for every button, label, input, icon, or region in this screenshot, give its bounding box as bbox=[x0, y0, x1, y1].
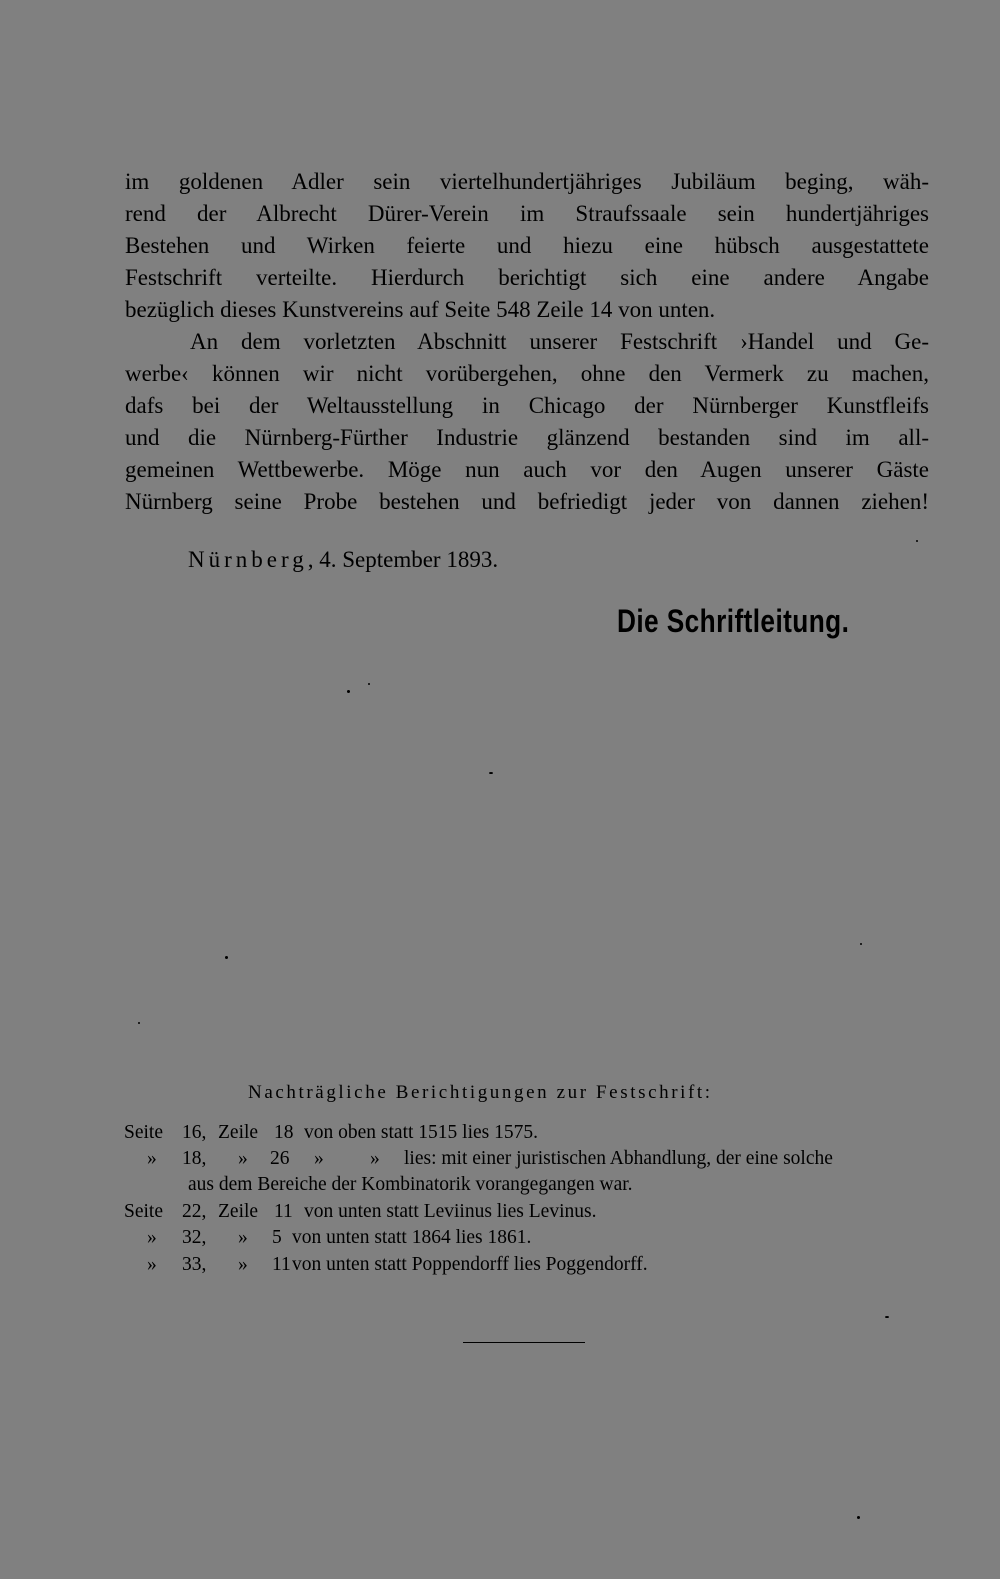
correction-page: 32, bbox=[182, 1227, 207, 1248]
correction-ditto: » bbox=[147, 1227, 157, 1248]
signoff-date: , 4. September 1893. bbox=[307, 547, 499, 572]
correction-line-label: Zeile bbox=[218, 1201, 259, 1222]
correction-ditto: » bbox=[147, 1148, 157, 1169]
body-line-7: werbe‹ können wir nicht vorübergehen, ohne den Vermerk zu machen, bbox=[125, 361, 929, 386]
correction-ditto: » bbox=[370, 1148, 380, 1169]
scan-speck bbox=[347, 690, 350, 693]
scan-speck bbox=[860, 943, 862, 945]
body-line-10: gemeinen Wettbewerbe. Möge nun auch vor den Augen unserer Gäste bbox=[125, 457, 929, 482]
body-line-2: rend der Albrecht Dürer-Verein im Straufssaale sein hundertjähriges bbox=[125, 201, 929, 226]
correction-line: 5 bbox=[272, 1227, 282, 1248]
correction-page: 18, bbox=[182, 1148, 207, 1169]
scan-speck bbox=[368, 683, 370, 685]
correction-row-5 bbox=[0, 1252, 1000, 1278]
correction-ditto: » bbox=[238, 1148, 248, 1169]
correction-ditto: » bbox=[314, 1148, 324, 1169]
signoff-place-date bbox=[188, 544, 498, 576]
correction-line: 11 bbox=[272, 1254, 291, 1275]
correction-line: 18 bbox=[274, 1122, 294, 1143]
body-line-6: An dem vorletzten Abschnitt unserer Festschrift ›Handel und Ge- bbox=[190, 329, 929, 354]
correction-page: 33, bbox=[182, 1254, 207, 1275]
correction-label: Seite bbox=[124, 1122, 163, 1143]
scan-speck bbox=[138, 1022, 140, 1024]
correction-row-4 bbox=[0, 1225, 1000, 1251]
scan-speck bbox=[885, 1316, 889, 1318]
correction-label: Seite bbox=[124, 1201, 163, 1222]
correction-line-label: Zeile bbox=[218, 1122, 259, 1143]
correction-text: von unten statt Poppendorff lies Poggendorff. bbox=[292, 1254, 648, 1275]
correction-row-1 bbox=[0, 1120, 1000, 1146]
body-line-1: im goldenen Adler sein viertelhundertjähriges Jubiläum beging, wäh- bbox=[125, 169, 929, 194]
correction-line: 11 bbox=[274, 1201, 293, 1222]
scan-speck bbox=[489, 772, 493, 774]
correction-text: von unten statt Leviinus lies Levinus. bbox=[304, 1201, 597, 1222]
correction-ditto: » bbox=[147, 1254, 157, 1275]
correction-text: lies: mit einer juristischen Abhandlung, der eine solche bbox=[404, 1148, 833, 1169]
correction-text: von unten statt 1864 lies 1861. bbox=[292, 1227, 532, 1248]
body-line-11: Nürnberg seine Probe bestehen und befriedigt jeder von dannen ziehen! bbox=[125, 489, 929, 514]
scan-speck bbox=[225, 956, 228, 959]
correction-ditto: » bbox=[238, 1227, 248, 1248]
correction-text: aus dem Bereiche der Kombinatorik vorangegangen war. bbox=[188, 1174, 633, 1195]
correction-line: 26 bbox=[270, 1148, 290, 1169]
corrections-heading: Nachträgliche Berichtigungen zur Festschrift: bbox=[248, 1082, 713, 1103]
correction-row-2-continued bbox=[0, 1172, 1000, 1198]
scan-speck bbox=[916, 540, 918, 542]
correction-text: von oben statt 1515 lies 1575. bbox=[304, 1122, 538, 1143]
signature: Die Schriftleitung. bbox=[617, 603, 850, 639]
body-line-4: Festschrift verteilte. Hierdurch berichtigt sich eine andere Angabe bbox=[125, 265, 929, 290]
closing-rule bbox=[463, 1342, 585, 1343]
body-line-9: und die Nürnberg-Fürther Industrie glänzend bestanden sind im all- bbox=[125, 425, 929, 450]
correction-page: 22, bbox=[182, 1201, 207, 1222]
correction-page: 16, bbox=[182, 1122, 207, 1143]
signoff-place: Nürnberg bbox=[188, 547, 308, 572]
body-line-5: bezüglich dieses Kunstvereins auf Seite 548 Zeile 14 von unten. bbox=[125, 297, 716, 322]
correction-row-3 bbox=[0, 1199, 1000, 1225]
scan-speck bbox=[857, 1516, 860, 1519]
correction-ditto: » bbox=[238, 1254, 248, 1275]
body-line-8: dafs bei der Weltausstellung in Chicago der Nürnberger Kunstfleifs bbox=[125, 393, 929, 418]
correction-row-2 bbox=[0, 1146, 1000, 1172]
body-line-3: Bestehen und Wirken feierte und hiezu eine hübsch ausgestattete bbox=[125, 233, 929, 258]
